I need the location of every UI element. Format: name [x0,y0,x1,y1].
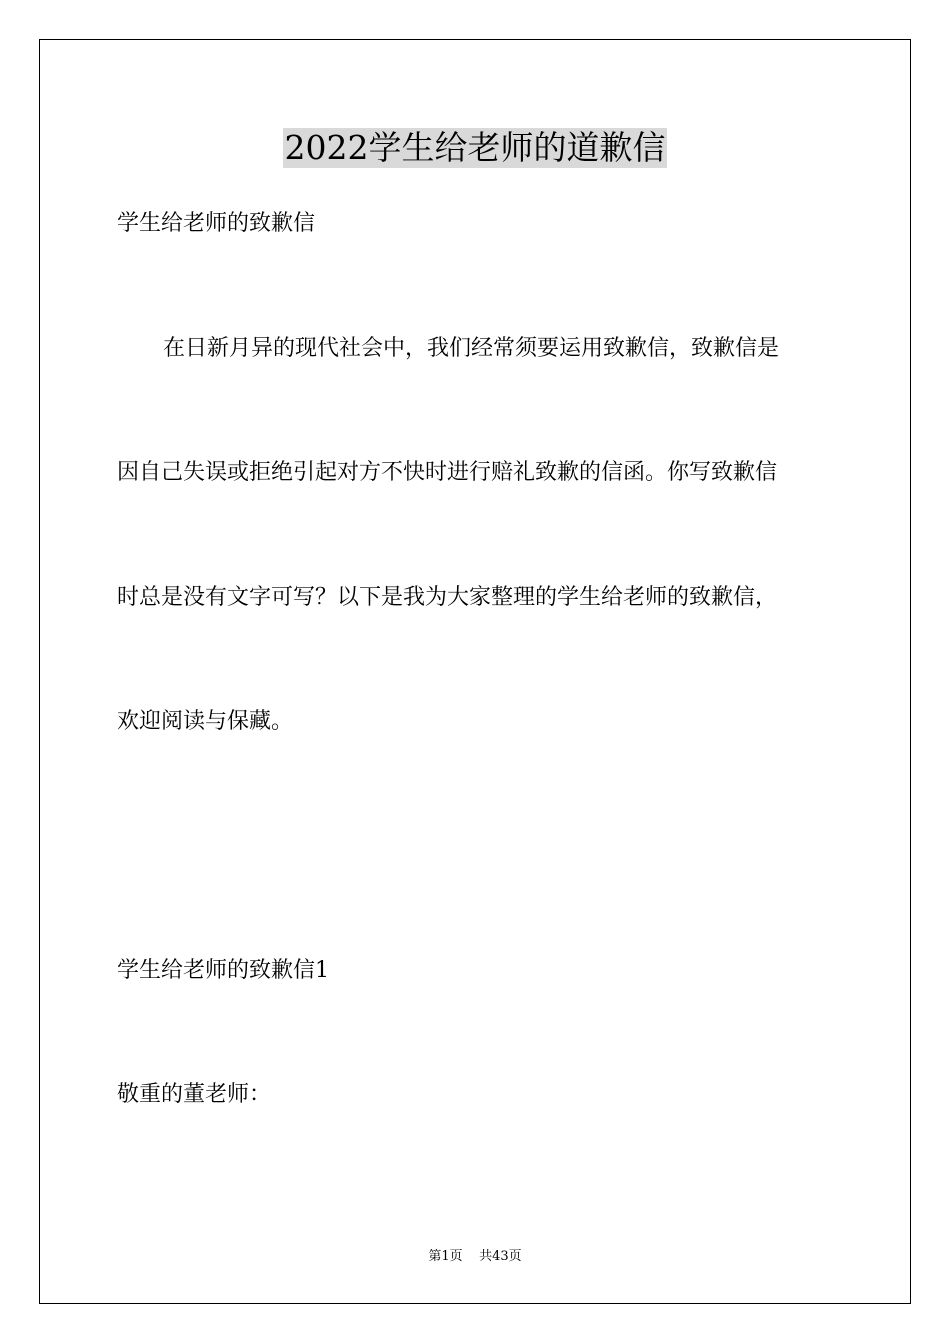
page-number: 第1页 [428,1249,463,1264]
document-title: 2022学生给老师的道歉信 [284,128,666,167]
paragraph-line-1: 在日新月异的现代社会中，我们经常须要运用致歉信，致歉信是 [163,336,780,361]
page-total: 共43页 [479,1249,522,1264]
paragraph-line-2: 因自己失误或拒绝引起对方不快时进行赔礼致歉的信函。你写致歉信 [117,460,778,485]
document-subtitle: 学生给老师的致歉信 [117,211,316,236]
page-footer [0,1248,950,1266]
salutation: 敬重的董老师： [117,1082,272,1107]
title-container [0,128,950,168]
section-heading: 学生给老师的致歉信1 [117,958,329,983]
paragraph-line-4: 欢迎阅读与保藏。 [117,709,294,734]
paragraph-line-3: 时总是没有文字可写？以下是我为大家整理的学生给老师的致歉信， [117,585,778,610]
